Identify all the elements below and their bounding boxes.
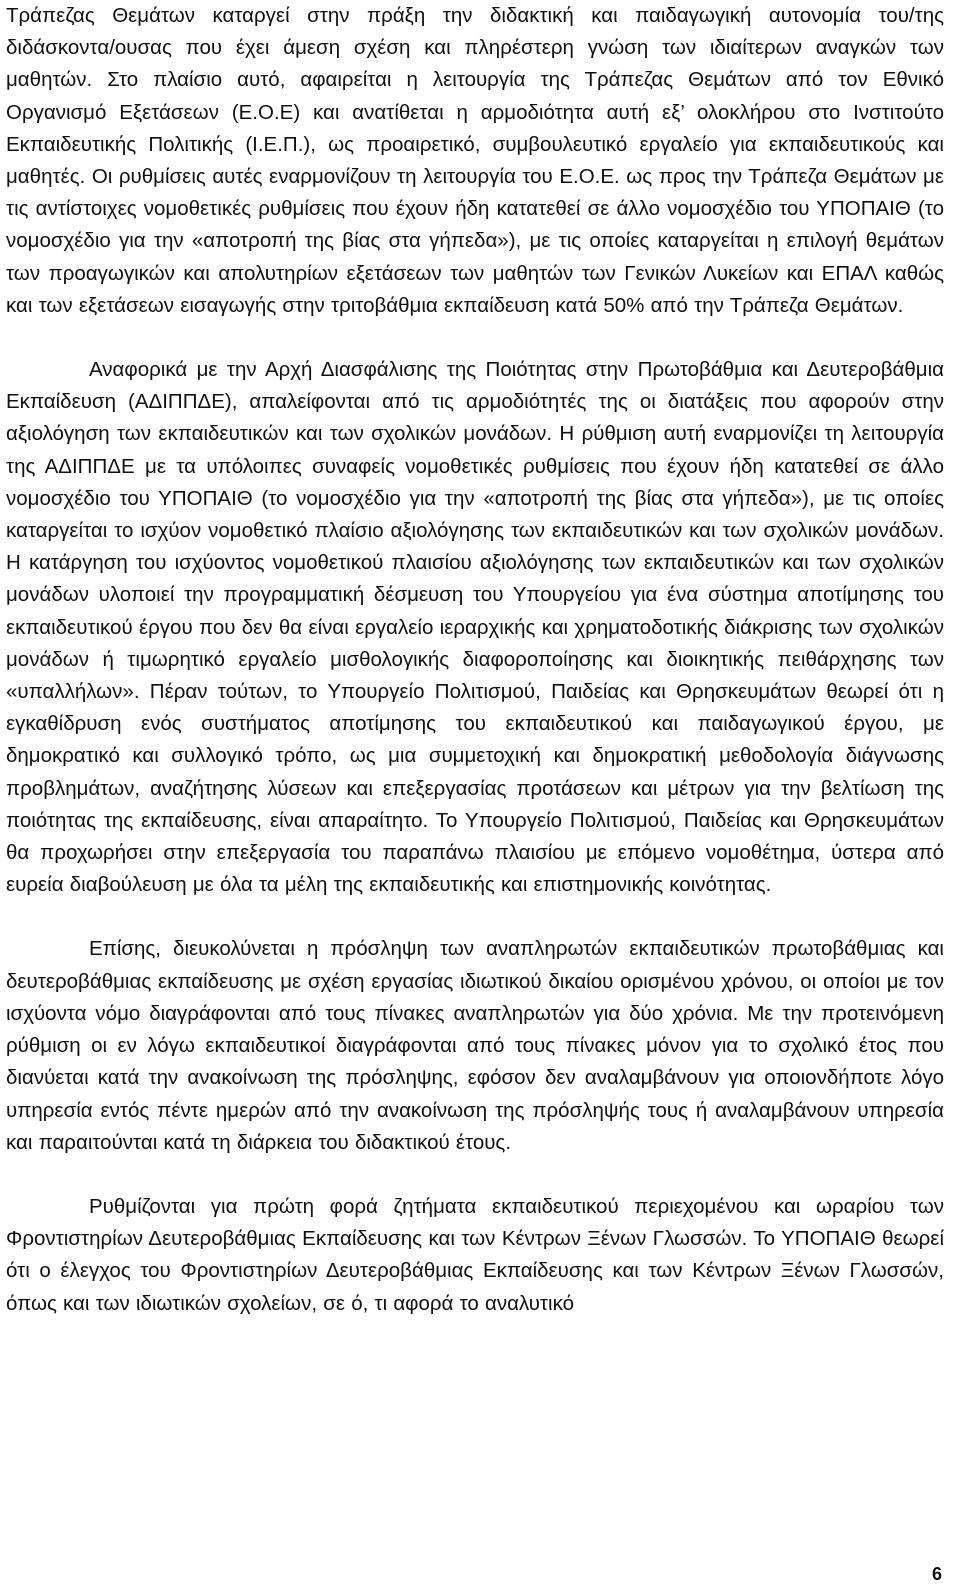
page-number: 6 bbox=[931, 1564, 942, 1584]
paragraph-spacer bbox=[6, 1159, 944, 1191]
paragraph-spacer bbox=[6, 901, 944, 933]
document-page bbox=[6, 0, 944, 1320]
paragraph-spacer bbox=[6, 322, 944, 354]
paragraph-anaplirotes: Επίσης, διευκολύνεται η πρόσληψη των αναπληρωτών εκπαιδευτικών πρωτοβάθμιας και δευτεροβάθμιας εκπαίδευσης με σχέση εργασίας ιδιωτικού δικαίου ορισμένου χρόνου, οι οποίοι με τον ισχύοντα νόμο διαγράφονται από τους πίνακες αναπληρωτών για δύο χρόνια. Με την προτεινόμενη ρύθμιση οι εν λόγω εκπαιδευτικοί διαγράφονται από τους πίνακες μόνον για το σχολικό έτος που διανύεται κατά την ανακοίνωση της πρόσληψης, εφόσον δεν αναλαμβάνουν για οποιονδήποτε λόγο υπηρεσία εντός πέντε ημερών από την ανακοίνωση της πρόσληψής τους ή αναλαμβάνουν υπηρεσία και παραιτούνται κατά τη διάρκεια του διδακτικού έτους. bbox=[6, 937, 944, 1154]
paragraph-frontistiria: Ρυθμίζονται για πρώτη φορά ζητήματα εκπαιδευτικού περιεχομένου και ωραρίου των Φροντιστηρίων Δευτεροβάθμιας Εκπαίδευσης και των Κέντρων Ξένων Γλωσσών. Το ΥΠΟΠΑΙΘ θεωρεί ότι ο έλεγχος του Φροντιστηρίων Δευτεροβάθμιας Εκπαίδευσης και των Κέντρων Ξένων Γλωσσών, όπως και των ιδιωτικών σχολείων, σε ό, τι αφορά το αναλυτικό bbox=[6, 1194, 944, 1315]
paragraph-tefzaz-themata: Τράπεζας Θεμάτων καταργεί στην πράξη την διδακτική και παιδαγωγική αυτονομία του/της διδάσκοντα/ουσας που έχει άμεση σχέση και πληρέστερη γνώση των ιδιαίτερων αναγκών των μαθητών. Στο πλαίσιο αυτό, αφαιρείται η λειτουργία της Τράπεζας Θεμάτων από τον Εθνικό Οργανισμό Εξετάσεων (Ε.Ο.Ε) και ανατίθεται η αρμοδιότητα αυτή εξ’ ολοκλήρου στο Ινστιτούτο Εκπαιδευτικής Πολιτικής (Ι.Ε.Π.), ως προαιρετικό, συμβουλευτικό εργαλείο για εκπαιδευτικούς και μαθητές. Οι ρυθμίσεις αυτές εναρμονίζουν τη λειτουργία του Ε.Ο.Ε. ως προς την Τράπεζα Θεμάτων με τις αντίστοιχες νομοθετικές ρυθμίσεις που έχουν ήδη κατατεθεί σε άλλο νομοσχέδιο του ΥΠΟΠΑΙΘ (το νομοσχέδιο για την «αποτροπή της βίας στα γήπεδα»), με τις οποίες καταργείται η επιλογή θεμάτων των προαγωγικών και απολυτηρίων εξετάσεων των μαθητών των Γενικών Λυκείων και ΕΠΑΛ καθώς και των εξετάσεων εισαγωγής στην τριτοβάθμια εκπαίδευση κατά 50% από την Τράπεζα Θεμάτων. bbox=[6, 4, 944, 317]
paragraph-adippde: Αναφορικά με την Αρχή Διασφάλισης της Ποιότητας στην Πρωτοβάθμια και Δευτεροβάθμια Εκπαίδευση (ΑΔΙΠΠΔΕ), απαλείφονται από τις αρμοδιότητές της οι διατάξεις που αφορούν στην αξιολόγηση των εκπαιδευτικών και των σχολικών μονάδων. Η ρύθμιση αυτή εναρμονίζει τη λειτουργία της ΑΔΙΠΠΔΕ με τα υπόλοιπες συναφείς νομοθετικές ρυθμίσεις που έχουν ήδη κατατεθεί σε άλλο νομοσχέδιο του ΥΠΟΠΑΙΘ (το νομοσχέδιο για την «αποτροπή της βίας στα γήπεδα»), με τις οποίες καταργείται το ισχύον νομοθετικό πλαίσιο αξιολόγησης των εκπαιδευτικών και των σχολικών μονάδων. Η κατάργηση του ισχύοντος νομοθετικού πλαισίου αξιολόγησης των εκπαιδευτικών και των σχολικών μονάδων υλοποιεί την προγραμματική δέσμευση του Υπουργείου για ένα σύστημα αποτίμησης του εκπαιδευτικού έργου που δεν θα είναι εργαλείο ιεραρχικής και χρηματοδοτικής διάκρισης των σχολικών μονάδων ή τιμωρητικό εργαλείο μισθολογικής διαφοροποίησης και διοικητικής πειθάρχησης των «υπαλλήλων». Πέραν τούτων, το Υπουργείο Πολιτισμού, Παιδείας και Θρησκευμάτων θεωρεί ότι η εγκαθίδρυση ενός συστήματος αποτίμησης του εκπαιδευτικού και παιδαγωγικού έργου, με δημοκρατικό και συλλογικό τρόπο, ως μια συμμετοχική και δημοκρατική μεθοδολογία διάγνωσης προβλημάτων, αναζήτησης λύσεων και επεξεργασίας προτάσεων και μέτρων για την βελτίωση της ποιότητας της εκπαίδευσης, είναι απαραίτητο. Το Υπουργείο Πολιτισμού, Παιδείας και Θρησκευμάτων θα προχωρήσει στην επεξεργασία του παραπάνω πλαισίου με επόμενο νομοθέτημα, ύστερα από ευρεία διαβούλευση με όλα τα μέλη της εκπαιδευτικής και επιστημονικής κοινότητας. bbox=[6, 358, 944, 897]
